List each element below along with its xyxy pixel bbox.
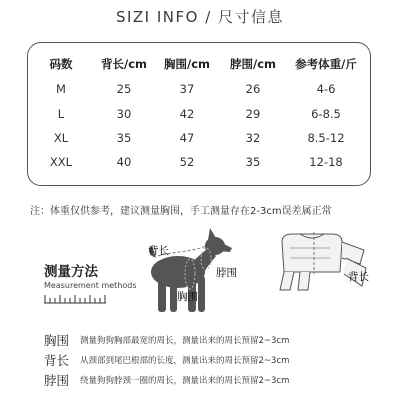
table-cell: 52 — [179, 155, 195, 169]
clothing-measurement-figure — [270, 228, 380, 308]
measurement-method — [44, 260, 137, 290]
table-cell: 26 — [245, 82, 261, 96]
table-cell: 4-6 — [316, 82, 336, 96]
legend-desc: 绕量狗狗脖颈一圈的周长，测量出来的周长预留2~3cm — [80, 376, 290, 386]
table-cell: XXL — [49, 155, 73, 169]
table-cell: 47 — [179, 131, 195, 145]
method-subtitle: Measurement methods — [44, 281, 137, 290]
table-row — [28, 131, 370, 149]
header-weight: 参考体重/斤 — [295, 57, 357, 71]
table-cell: 32 — [245, 131, 261, 145]
table-cell: 37 — [179, 82, 195, 96]
legend-term: 背长 — [44, 353, 70, 368]
table-row — [28, 107, 370, 125]
method-title: 测量方法 — [44, 264, 98, 280]
table-cell: 42 — [179, 107, 195, 121]
table-header-row — [28, 56, 370, 74]
header-chest: 胸围/cm — [164, 57, 210, 71]
table-row — [28, 155, 370, 173]
dog-chest-label: 胸围 — [177, 291, 198, 303]
table-cell: M — [56, 82, 66, 96]
table-cell: 8.5-12 — [307, 131, 345, 145]
table-cell: 40 — [116, 155, 132, 169]
header-neck: 脖围/cm — [230, 57, 276, 71]
header-size: 码数 — [49, 57, 73, 71]
legend-desc: 测量狗狗胸部最宽的周长，测量出来的周长预留2~3cm — [80, 336, 290, 346]
table-row — [28, 82, 370, 100]
legend-term: 胸围 — [44, 333, 70, 348]
table-cell: 12-18 — [309, 155, 343, 169]
table-cell: 35 — [116, 131, 132, 145]
dog-neck-label: 脖围 — [216, 267, 237, 279]
table-cell: 25 — [116, 82, 132, 96]
cloth-back-label: 背长 — [348, 271, 369, 283]
legend-term: 脖围 — [44, 373, 70, 388]
table-cell: 29 — [245, 107, 261, 121]
table-cell: L — [57, 107, 65, 121]
ruler-icon — [44, 294, 106, 304]
table-cell: 6-8.5 — [311, 107, 341, 121]
table-cell: 30 — [116, 107, 132, 121]
dog-back-label: 背长 — [148, 245, 169, 257]
size-table-box — [27, 42, 371, 186]
table-cell: 35 — [245, 155, 261, 169]
dog-measurement-figure — [130, 226, 250, 316]
size-note: 注：体重仅供参考，建议测量胸围，手工测量存在2-3cm误差属正常 — [30, 206, 332, 217]
header-back-length: 背长/cm — [101, 57, 147, 71]
legend-desc: 从颈部到尾巴根部的长度，测量出来的周长预留2~3cm — [80, 356, 290, 366]
size-title: SIZI INFO / 尺寸信息 — [115, 8, 285, 26]
table-cell: XL — [53, 131, 69, 145]
